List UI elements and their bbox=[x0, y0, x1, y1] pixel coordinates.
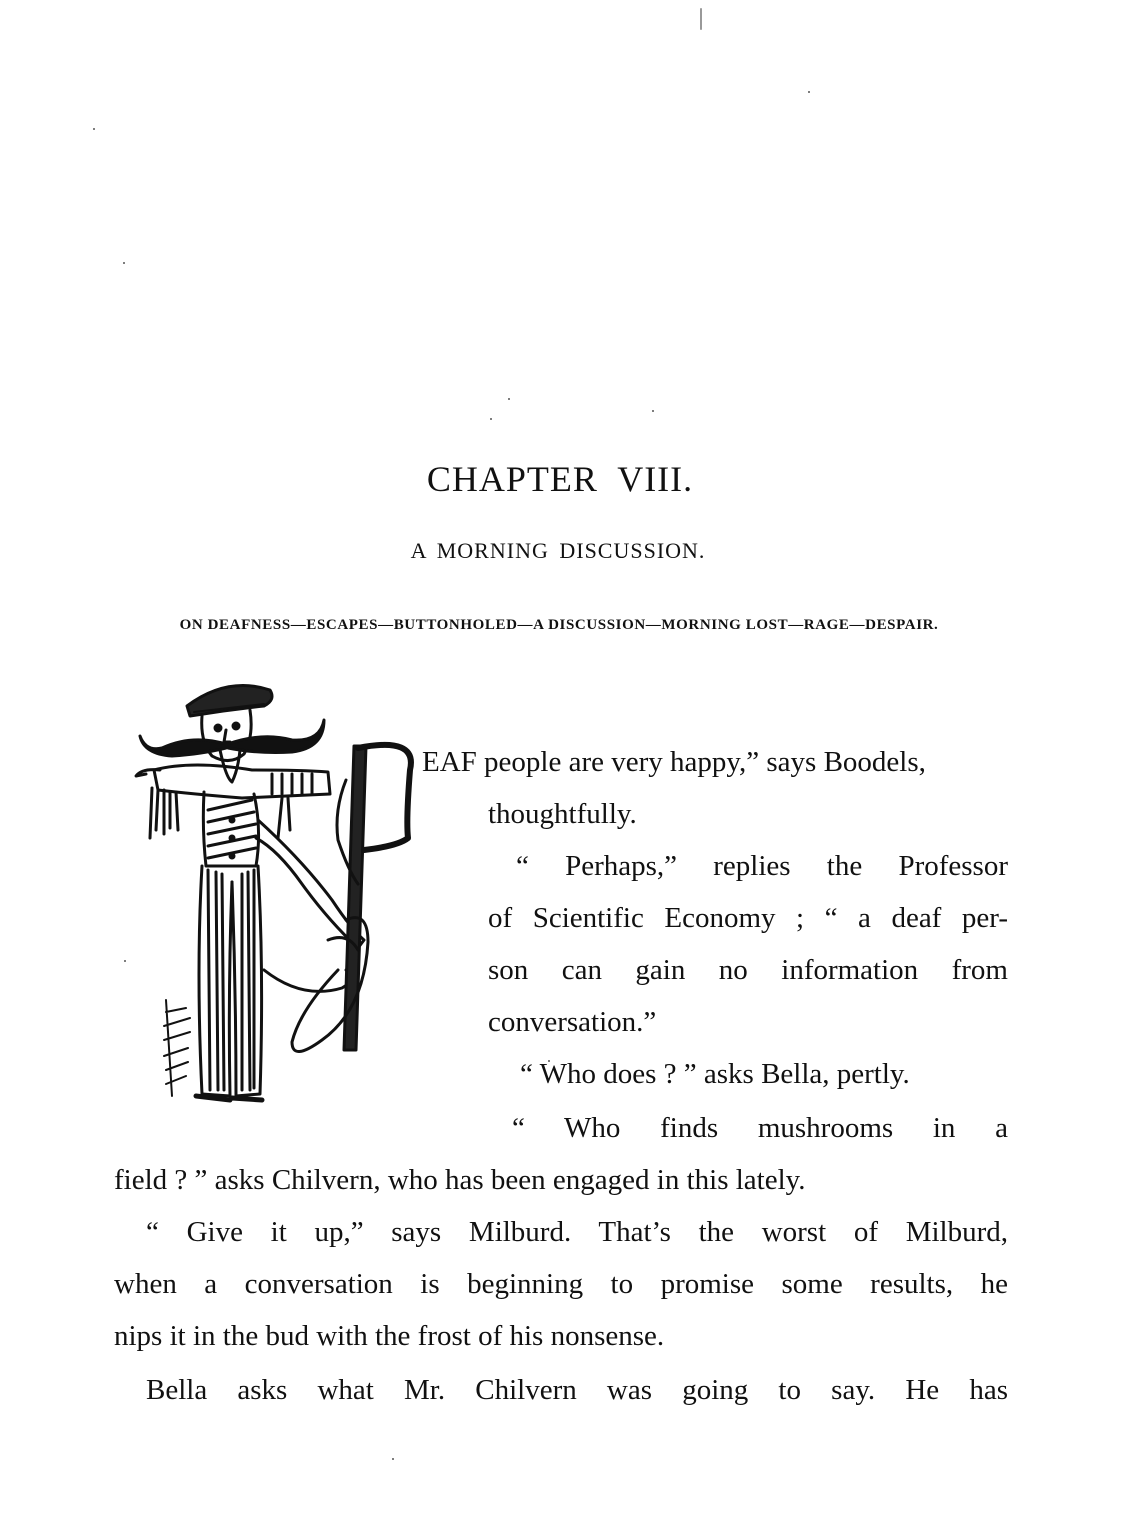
drop-cap-d-figure-icon bbox=[132, 670, 424, 1118]
scan-speck bbox=[123, 262, 125, 264]
body-line: EAF people are very happy,” says Boodels, bbox=[422, 746, 926, 778]
body-line: field ? ” asks Chilvern, who has been engaged in this lately. bbox=[114, 1164, 806, 1196]
body-line: “ Who does ? ” asks Bella, pertly. bbox=[520, 1058, 910, 1090]
body-line: son can gain no information from bbox=[488, 954, 1008, 986]
scan-speck bbox=[392, 1458, 394, 1460]
body-line: thoughtfully. bbox=[488, 798, 637, 830]
body-line: “ Give it up,” says Milburd. That’s the worst of Milburd, bbox=[146, 1216, 1008, 1248]
body-line: conversation.” bbox=[488, 1006, 657, 1038]
body-line: “ Who finds mushrooms in a bbox=[512, 1112, 1008, 1144]
chapter-subtitle: A MORNING DISCUSSION. bbox=[410, 538, 706, 563]
body-line: when a conversation is beginning to promise some results, he bbox=[114, 1268, 1008, 1300]
scan-speck bbox=[490, 418, 492, 420]
body-line: Bella asks what Mr. Chilvern was going to say. He has bbox=[146, 1374, 1008, 1406]
chapter-synopsis: ON DEAFNESS—ESCAPES—BUTTONHOLED—A DISCUSSION—MORNING LOST—RAGE—DESPAIR. bbox=[179, 617, 939, 633]
scan-speck bbox=[124, 960, 126, 962]
body-line: nips it in the bud with the frost of his nonsense. bbox=[114, 1320, 665, 1352]
scan-speck bbox=[652, 410, 654, 412]
scan-speck bbox=[508, 398, 510, 400]
body-line: “ Perhaps,” replies the Professor bbox=[516, 850, 1008, 882]
scan-speck bbox=[700, 8, 702, 30]
scan-speck bbox=[93, 128, 95, 130]
chapter-title: CHAPTER VIII. bbox=[426, 459, 694, 499]
body-line: of Scientific Economy ; “ a deaf per- bbox=[488, 902, 1008, 934]
scan-speck bbox=[808, 91, 810, 93]
